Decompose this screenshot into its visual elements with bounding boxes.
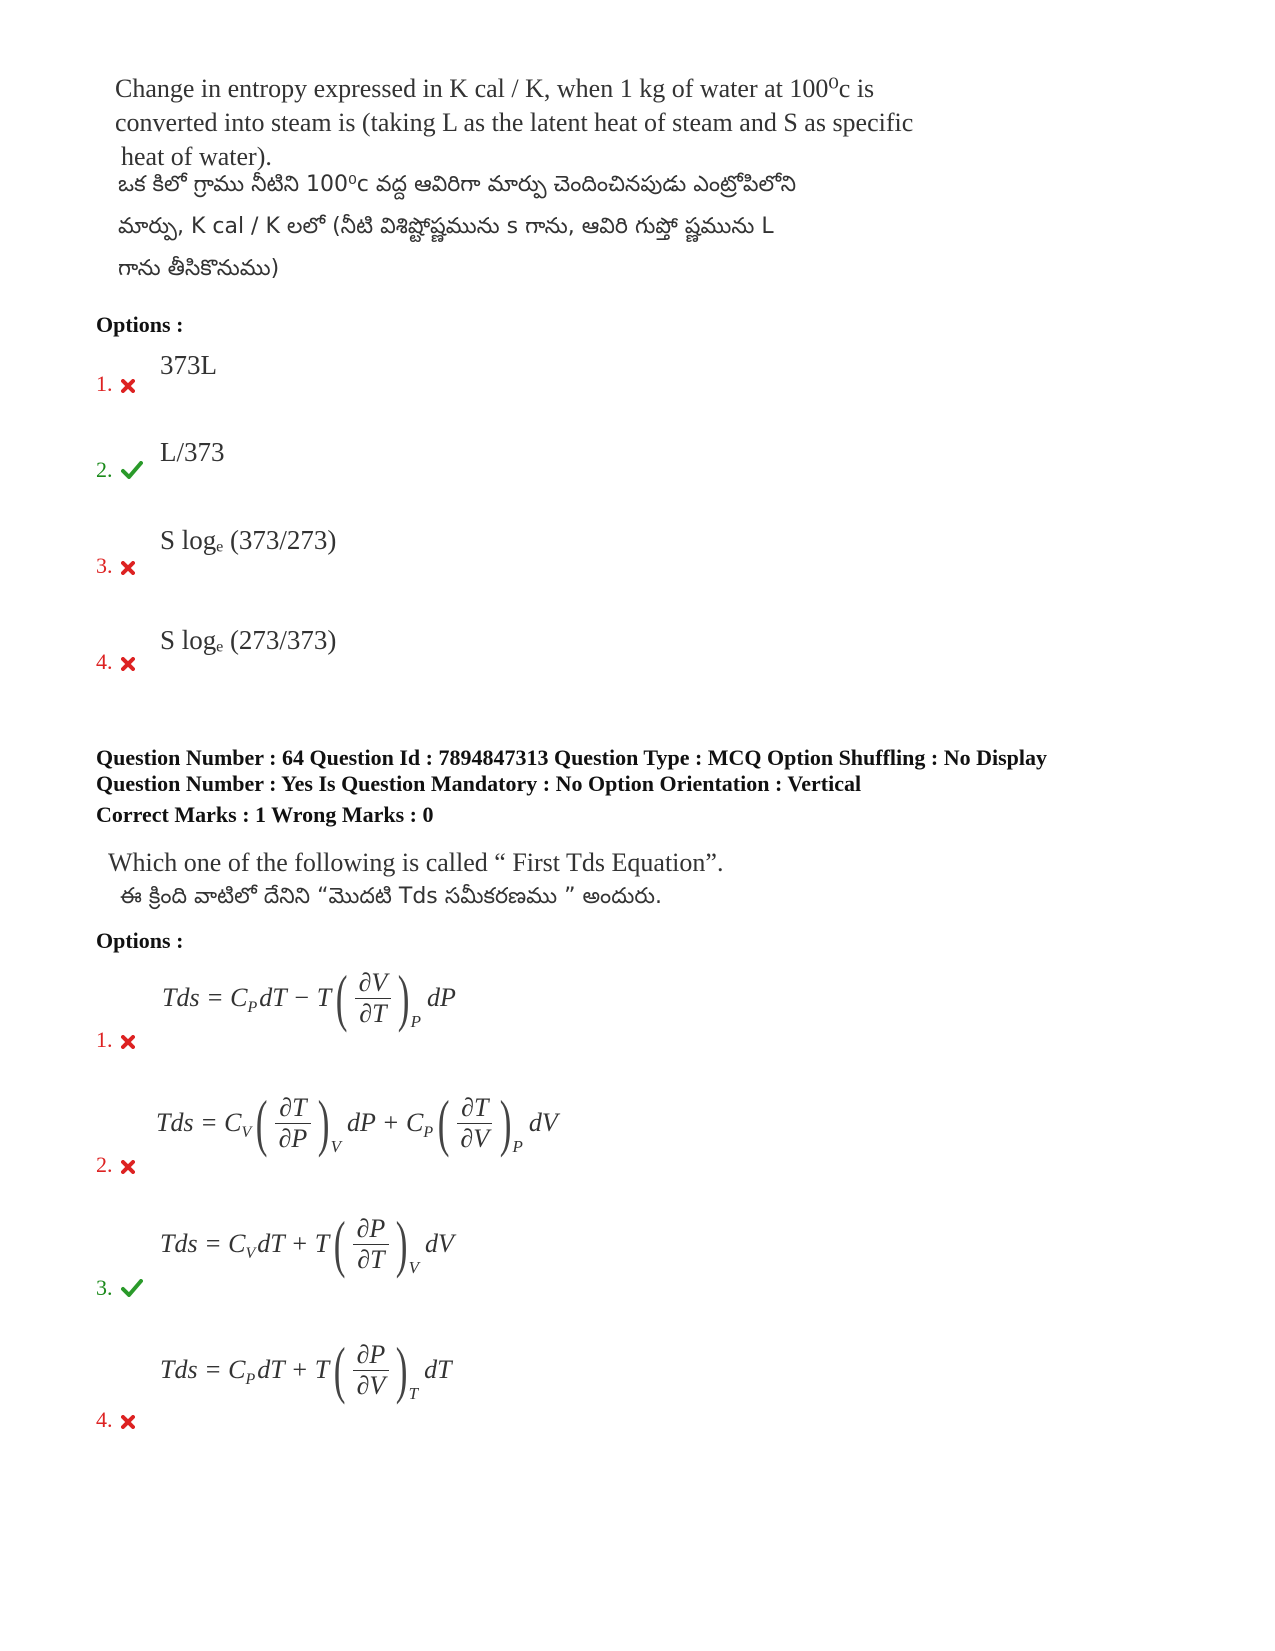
equation-term: dT − T	[259, 983, 332, 1012]
options-label: Options :	[96, 312, 184, 337]
option-number	[96, 650, 135, 676]
equation-term: dP + C	[347, 1108, 424, 1137]
equation-subscript: P	[247, 999, 258, 1016]
option-number-text: 1.	[96, 371, 113, 396]
equation-tail: dT	[424, 1355, 452, 1384]
option-equation	[156, 1087, 558, 1158]
option-number	[96, 1028, 135, 1054]
fraction-numerator: ∂P	[353, 1214, 390, 1245]
question-stem-english: Which one of the following is called “ First Tds Equation”.	[108, 848, 724, 877]
equation-lhs: Tds = C	[160, 1229, 246, 1258]
wrong-mark-icon	[121, 652, 135, 676]
question-stem-telugu: ఈ క్రింది వాటిలో దేనిని “మొదటి Tds సమీకరణము ” అందురు.	[120, 884, 663, 909]
option-equation	[162, 962, 456, 1033]
fraction-numerator: ∂V	[355, 968, 392, 999]
option-number	[96, 372, 135, 398]
fraction-numerator: ∂T	[457, 1093, 492, 1124]
check-mark-icon	[121, 1278, 143, 1302]
stem-line: ఒక కిలో గ్రాము నీటిని 100⁰c వద్ద ఆవిరిగా మార్పు చెందించినపుడు ఎంట్రోపిలోని	[118, 172, 797, 197]
wrong-mark-icon	[121, 1030, 135, 1054]
option-number	[96, 458, 143, 484]
option-number	[96, 1276, 143, 1302]
partial-fraction	[353, 1214, 390, 1275]
left-paren: (	[336, 962, 348, 1033]
question-marks-line: Correct Marks : 1 Wrong Marks : 0	[96, 802, 434, 827]
partial-fraction	[355, 968, 392, 1029]
left-paren: (	[334, 1208, 346, 1279]
equation-subscript: P	[245, 1371, 256, 1388]
fraction-denominator: ∂P	[278, 1123, 308, 1153]
stem-line: Change in entropy expressed in K cal / K, when 1 kg of water at 100⁰c is	[115, 74, 875, 103]
check-mark-icon	[121, 460, 143, 484]
question-header-line: Question Number : 64 Question Id : 7894847313 Question Type : MCQ Option Shuffling : No Display	[96, 745, 1048, 770]
partial-fraction	[353, 1340, 390, 1401]
stem-line: గాను తీసికొనుము)	[118, 256, 280, 281]
question-stem-english	[115, 72, 913, 174]
option-equation	[160, 1334, 452, 1405]
option-number	[96, 554, 135, 580]
equation-tail: dV	[425, 1229, 454, 1258]
fraction-denominator: ∂V	[460, 1123, 490, 1153]
fraction-subscript: P	[410, 1012, 421, 1031]
fraction-subscript: P	[512, 1137, 523, 1156]
option-number-text: 4.	[96, 1407, 113, 1432]
option-number-text: 1.	[96, 1027, 113, 1052]
right-paren: )	[396, 1208, 408, 1279]
equation-subscript: V	[241, 1124, 252, 1141]
fraction-numerator: ∂T	[275, 1093, 310, 1124]
fraction-denominator: ∂T	[357, 1244, 385, 1274]
wrong-mark-icon	[121, 374, 135, 398]
right-paren: )	[499, 1087, 512, 1158]
option-number	[96, 1153, 135, 1179]
equation-subscript: P	[423, 1124, 434, 1141]
fraction-subscript: V	[330, 1137, 341, 1156]
fraction-denominator: ∂T	[359, 998, 387, 1028]
fraction-subscript: T	[408, 1384, 419, 1403]
option-number-text: 4.	[96, 649, 113, 674]
question-header-line: Question Number : Yes Is Question Mandatory : No Option Orientation : Vertical	[96, 771, 862, 796]
option-text: L/373	[160, 437, 225, 467]
options-label: Options :	[96, 928, 184, 953]
fraction-denominator: ∂V	[356, 1370, 386, 1400]
option-text: S logₑ (273/373)	[160, 625, 337, 655]
equation-lhs: Tds = C	[160, 1355, 246, 1384]
equation-lhs: Tds = C	[162, 983, 248, 1012]
option-number-text: 2.	[96, 1152, 113, 1177]
stem-line: మార్పు, K cal / K లలో (నీటి విశిష్టోష్ణమును s గాను, ఆవిరి గుప్తో ష్ణమును L	[118, 214, 774, 239]
fraction-subscript: V	[408, 1258, 419, 1277]
equation-term: dT + T	[257, 1355, 330, 1384]
right-paren: )	[318, 1087, 330, 1158]
right-paren: )	[398, 962, 410, 1033]
stem-line: heat of water).	[121, 142, 272, 171]
option-number-text: 3.	[96, 553, 113, 578]
partial-fraction	[275, 1093, 312, 1154]
equation-lhs: Tds = C	[156, 1108, 242, 1137]
equation-tail: dP	[427, 983, 456, 1012]
wrong-mark-icon	[121, 1410, 135, 1434]
right-paren: )	[396, 1334, 408, 1405]
stem-line: converted into steam is (taking L as the latent heat of steam and S as specific	[115, 108, 914, 137]
option-number-text: 3.	[96, 1275, 113, 1300]
option-number-text: 2.	[96, 457, 113, 482]
option-text: S logₑ (373/273)	[160, 525, 337, 555]
equation-term: dT + T	[257, 1229, 330, 1258]
option-equation	[160, 1208, 454, 1279]
left-paren: (	[334, 1334, 346, 1405]
left-paren: (	[437, 1087, 450, 1158]
equation-subscript: V	[245, 1245, 256, 1262]
equation-tail: dV	[528, 1108, 558, 1137]
wrong-mark-icon	[121, 556, 135, 580]
left-paren: (	[256, 1087, 268, 1158]
question-stem-telugu	[118, 164, 796, 290]
option-text: 373L	[160, 350, 217, 380]
option-number	[96, 1408, 135, 1434]
fraction-numerator: ∂P	[353, 1340, 390, 1371]
partial-fraction	[456, 1093, 493, 1154]
wrong-mark-icon	[121, 1155, 135, 1179]
